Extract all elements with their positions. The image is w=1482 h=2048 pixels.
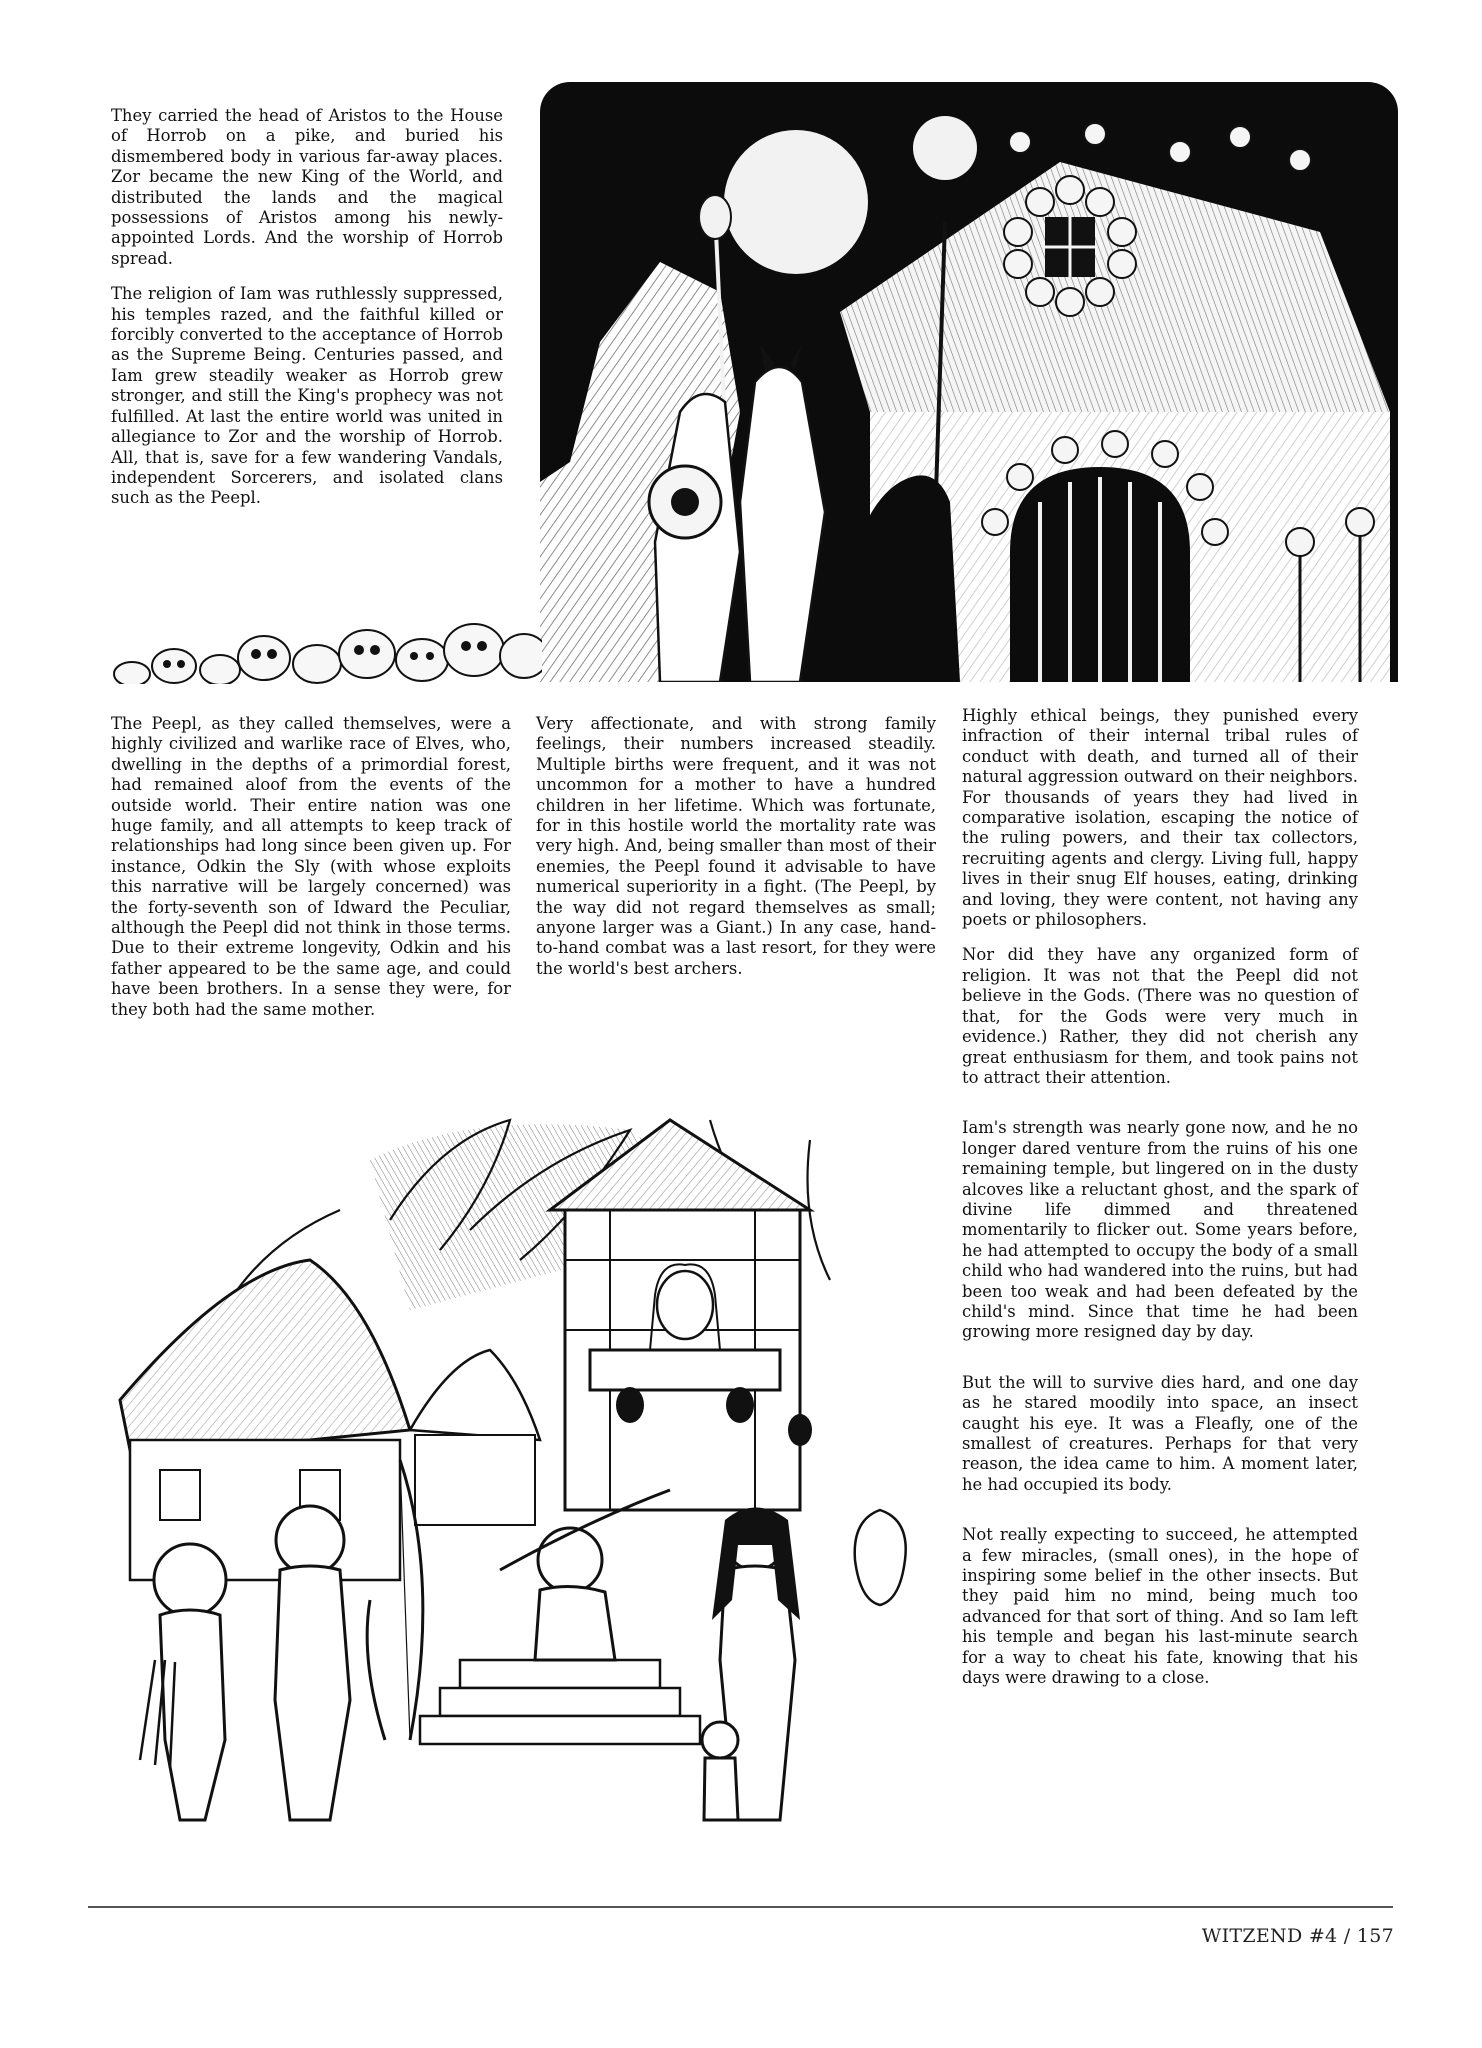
paragraph: They carried the head of Aristos to the House of Horrob on a pike, and buried his dismembered body in various far-away places. Zor became the new King of the World, and distributed the lands and the magical possessions of Aristos among his newly-appointed Lords. And the worship of Horrob spread. [111,106,503,268]
paragraph: The religion of Iam was ruthlessly suppressed, his temples razed, and the faithful killed or forcibly converted to the acceptance of Horrob as the Supreme Being. Centuries passed, and Iam grew steadily weaker as Horrob grew stronger, and still the King's prophecy was not fulfilled. At last the entire world was united in allegiance to Zor and the worship of Horrob. All, that is, save for a few wandering Vandals, independent Sorcerers, and isolated clans such as the Peepl. [111,284,503,508]
paragraph: Not really expecting to succeed, he attempted a few miracles, (small ones), in the hope of inspiring some belief in the other insects. But they paid him no mind, being much too advanced for that sort of thing. And so Iam left his temple and began his last-minute search for a way to cheat his fate, knowing that his days were drawing to a close. [962,1525,1358,1688]
footer-rule [88,1906,1393,1908]
paragraph: The Peepl, as they called themselves, were a highly civilized and warlike race of Elves, who, dwelling in the depths of a primordial forest, had remained aloof from the events of the outside world. Their entire nation was one huge family, and all attempts to keep track of relationships had long since been given up. For instance, Odkin the Sly (with whose exploits this narrative will be largely concerned) was the forty-seventh son of Idward the Peculiar, although the Peepl did not think in those terms. Due to their extreme longevity, Odkin and his father appeared to be the same age, and could have been brothers. In a sense they were, for they both had the same mother. [111,714,511,1019]
paragraph: Highly ethical beings, they punished every infraction of their internal tribal rules of conduct with death, and turned all of their natural aggression outward on their neighbors. For thousands of years they had lived in comparative isolation, escaping the notice of the ruling powers, and their tax collectors, recruiting agents and clergy. Living full, happy lives in their snug Elf houses, eating, drinking and loving, they were content, not having any poets or philosophers. [962,706,1358,930]
vase [855,1510,906,1605]
small-moon [913,116,977,180]
paragraph: But the will to survive dies hard, and one day as he stared moodily into space, an insect caught his eye. It was a Fleafly, one of the smallest of creatures. Perhaps for that very reason, the idea came to him. A moment later, he had occupied its body. [962,1372,1358,1494]
seated-elf-head [538,1528,602,1592]
girl-at-window [657,1271,713,1339]
large-moon [724,130,868,274]
elf-village-illustration [110,1100,932,1862]
elf-archer-head [276,1506,344,1574]
skull-pile-illustration [112,610,542,684]
paragraph: Nor did they have any organized form of religion. It was not that the Peepl did not believe in the Gods. (There was no question of that, for the Gods were very much in evidence.) Rather, they did not cherish any great enthusiasm for them, and took pains not to attract their attention. [962,945,1358,1087]
head-on-pike [699,195,731,239]
right-text-column [962,706,1358,1703]
paragraph: Iam's strength was nearly gone now, and he no longer dared venture from the ruins of his one remaining temple, but lingered on in the dusty alcoves like a reluctant ghost, and the spark of divine life dimmed and threatened momentarily to flicker out. Some years before, he had attempted to occupy the body of a small child who had wandered into the ruins, but had been too weak and had been defeated by the child's mind. Since that time he had been growing more resigned day by day. [962,1118,1358,1342]
house-of-horrob-illustration [540,82,1398,682]
middle-text-column [536,714,936,994]
top-text-column [111,106,503,524]
elf-village-artwork [110,1100,932,1862]
skull-pile-artwork [112,610,542,684]
folio: WITZEND #4 / 157 [1201,1925,1394,1947]
left-text-column [111,714,511,1035]
paragraph: Very affectionate, and with strong family feelings, their numbers increased steadily. Multiple births were frequent, and it was not uncommon for a mother to have a hundred children in her lifetime. Which was fortunate, for in this hostile world the mortality rate was very high. And, being smaller than most of their enemies, the Peepl found it advisable to have numerical superiority in a fight. (The Peepl, by the way did not regard themselves as small; anyone larger was a Giant.) In any case, hand-to-hand combat was a last resort, for they were the world's best archers. [536,714,936,978]
house-of-horrob-artwork [540,82,1398,682]
elf-head [154,1544,226,1616]
